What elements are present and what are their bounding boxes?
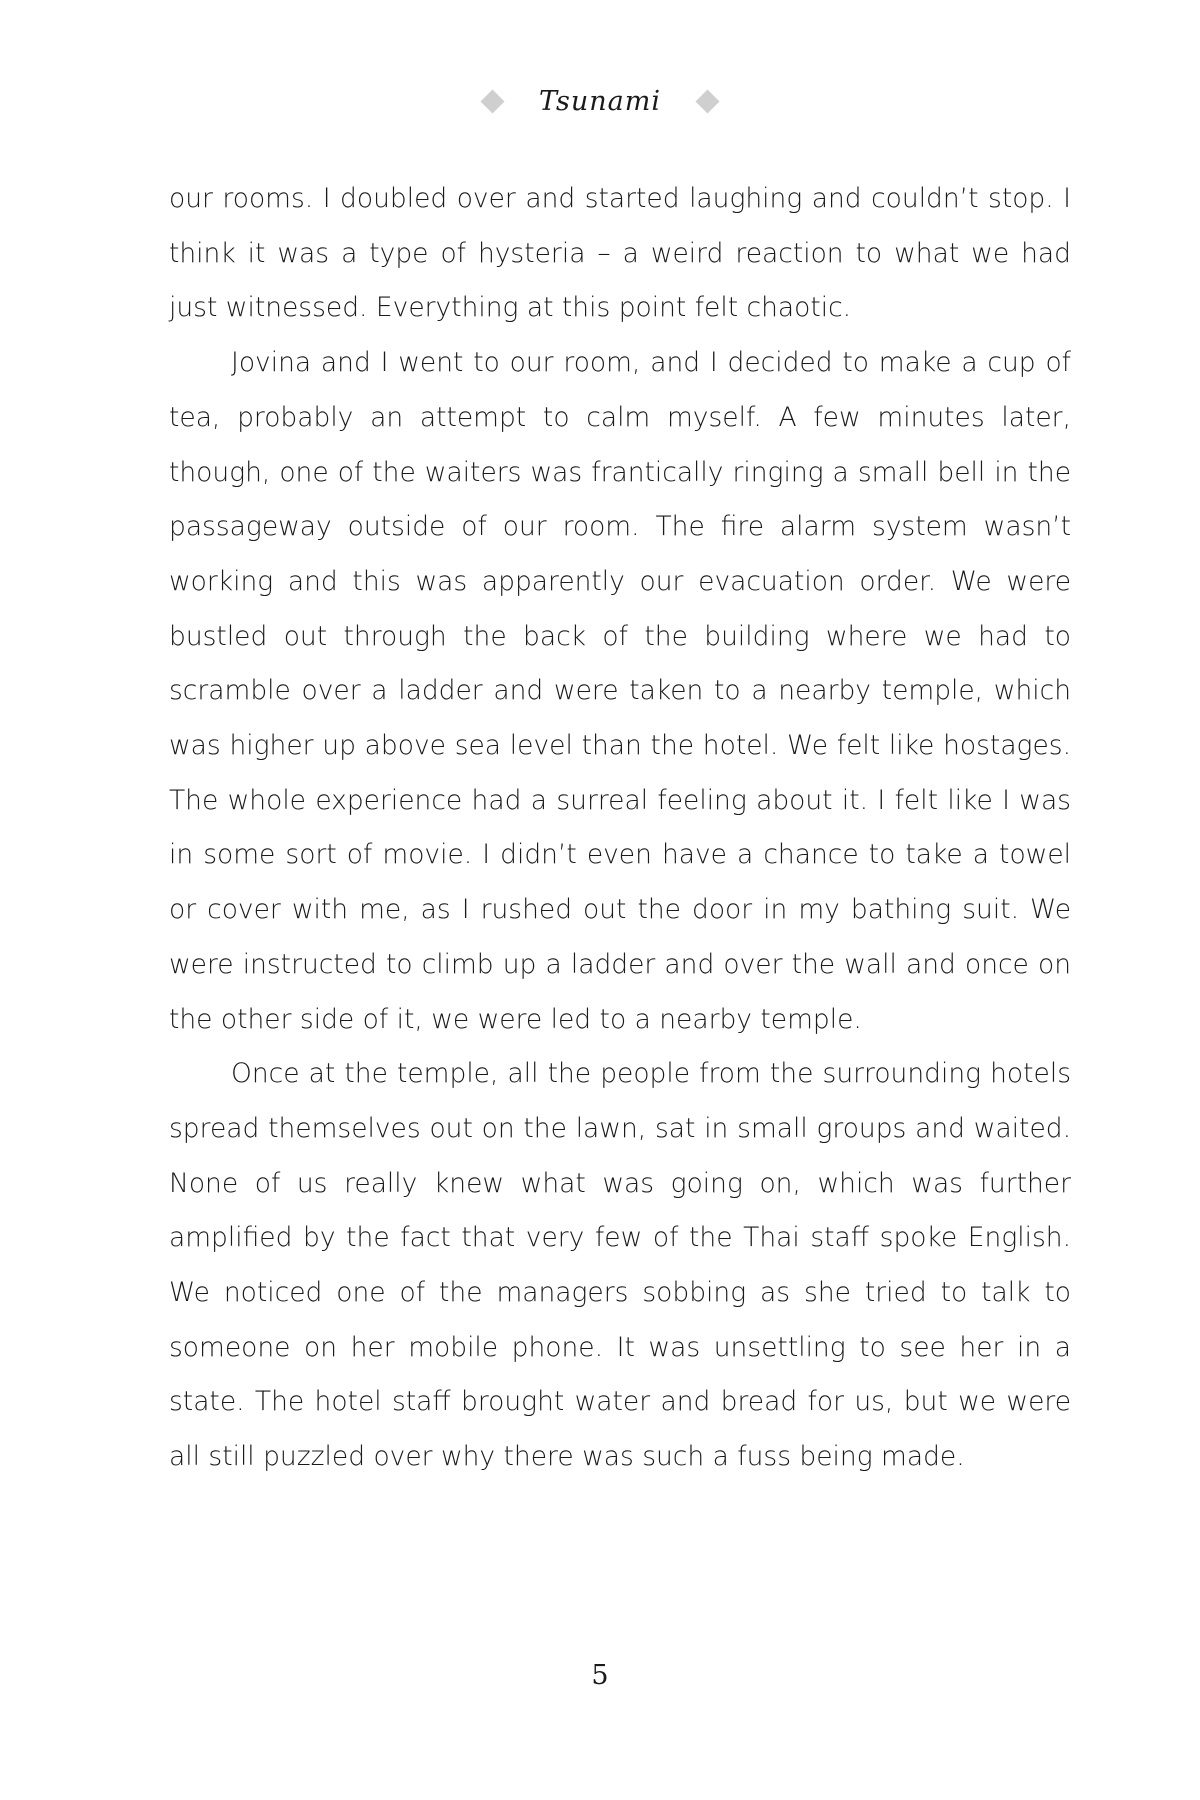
paragraph-1: our rooms. I doubled over and started laughing and couldn’t stop. I think it was a type of hysteria – a weird reaction to what we had just witnessed. Everything at this point felt chaotic.	[169, 183, 1071, 324]
page-number: 5	[591, 1660, 609, 1691]
chapter-title: Tsunami	[538, 86, 661, 117]
body-text	[169, 172, 1071, 1485]
paragraph-3: Once at the temple, all the people from the surrounding hotels spread themselves out on the lawn, sat in small groups and waited. None of us really knew what was going on, which was further amplified by the fact that very few of the Thai staff spoke English. We noticed one of the managers sobbing as she tried to talk to someone on her mobile phone. It was unsettling to see her in a state. The hotel staff brought water and bread for us, but we were all still puzzled over why there was such a fuss being made.	[169, 1058, 1071, 1473]
running-header	[0, 86, 1200, 117]
paragraph-2: Jovina and I went to our room, and I decided to make a cup of tea, probably an attempt to calm myself. A few minutes later, though, one of the waiters was frantically ringing a small bell in the passageway outside of our room. The fire alarm system wasn’t working and this was apparently our evacuation order. We were bustled out through the back of the building where we had to scramble over a ladder and were taken to a nearby temple, which was higher up above sea level than the hotel. We felt like hostages. The whole experience had a surreal feeling about it. I felt like I was in some sort of movie. I didn’t even have a chance to take a towel or cover with me, as I rushed out the door in my bathing suit. We were instructed to climb up a ladder and over the wall and once on the other side of it, we were led to a nearby temple.	[169, 347, 1071, 1035]
right-diamond-ornament	[695, 89, 719, 113]
left-diamond-ornament	[480, 89, 504, 113]
